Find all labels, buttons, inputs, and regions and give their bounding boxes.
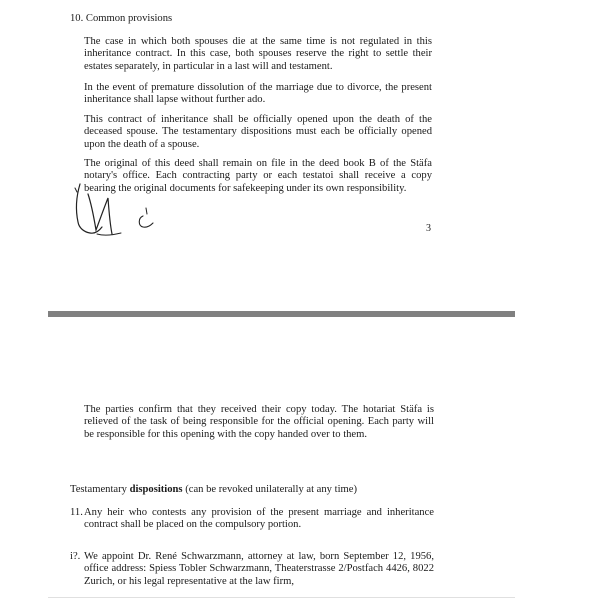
page-edge-rule	[48, 597, 515, 598]
list-item-text-contesting-heir: Any heir who contests any provision of the present marriage and inheritance contract shall be placed on the compulsory portion.	[84, 507, 434, 531]
section-heading-testamentary-dispositions	[70, 483, 357, 496]
list-item-text-executor-appointment: We appoint Dr. René Schwarzmann, attorney at law, born September 12, 1956, office address: Spiess Tobler Schwarzmann, Theaterstrasse 2/Postfach 4426, 8022 Zurich, or his legal representative at the law firm,	[84, 551, 434, 587]
paragraph-divorce: In the event of premature dissolution of the marriage due to divorce, the present inheritance shall lapse without further ado.	[84, 82, 432, 106]
paragraph-original-deed: The original of this deed shall remain on file in the deed book B of the Stäfa notary's office. Each contracting party or each testatoi shall receive a copy bearing the original documents for safekeeping under its own responsibility.	[84, 158, 432, 194]
dispositions-heading-bold: dispositions	[129, 484, 183, 495]
paragraph-copy-confirmation: The parties confirm that they received their copy today. The hotariat Stäfa is relieved of the task of being responsible for the official opening. Each party will be responsible for this opening with the copy handed over to them.	[84, 404, 434, 440]
paragraph-official-opening: This contract of inheritance shall be officially opened upon the death of the deceased spouse. The testamentary dispositions must each be officially opened upon the death of a spouse.	[84, 114, 432, 150]
paragraph-simultaneous-death: The case in which both spouses die at the same time is not regulated in this inheritance contract. In this case, both spouses reserve the right to settle their estates separately, in particular in a last will and testament.	[84, 36, 432, 72]
page-number: 3	[426, 223, 431, 234]
dispositions-heading-suffix: (can be revoked unilaterally at any time)	[182, 484, 357, 495]
list-item-number: 11.	[70, 507, 83, 518]
page-divider	[48, 311, 515, 317]
list-item-number: i?.	[70, 551, 81, 562]
signature-image	[66, 178, 166, 240]
section-heading-common-provisions: 10. Common provisions	[70, 13, 173, 24]
dispositions-heading-prefix: Testamentary	[70, 484, 130, 495]
